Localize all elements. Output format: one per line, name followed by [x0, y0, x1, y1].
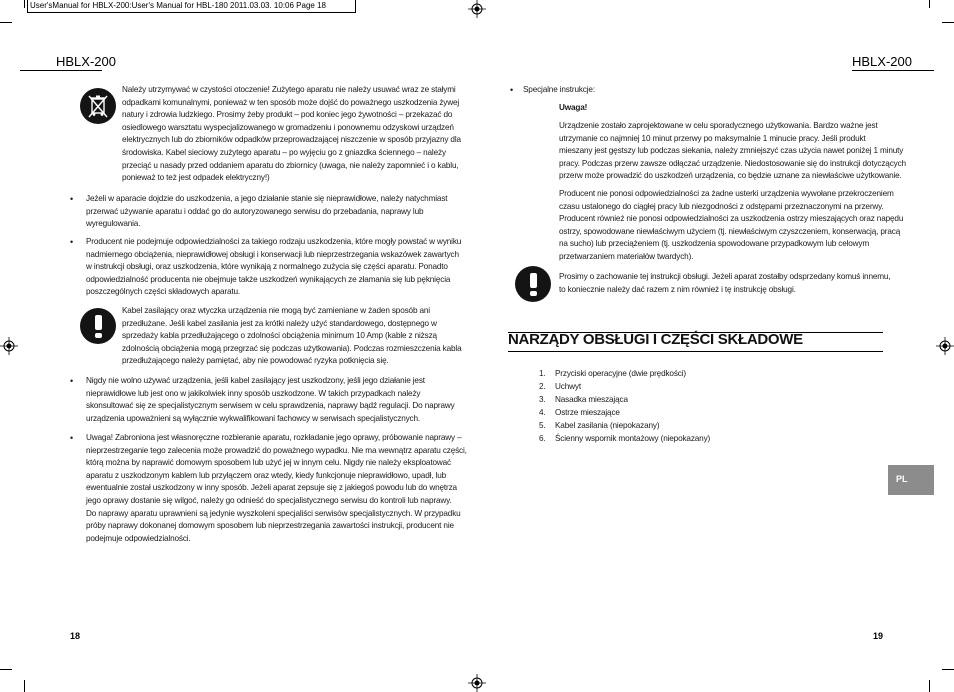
language-tab: [888, 465, 934, 495]
section-rule-bottom: [508, 351, 883, 352]
bullet-icon: •: [70, 433, 74, 443]
list-item: 2. Uchwyt: [539, 382, 581, 391]
header-rule: [852, 70, 934, 71]
crop-mark: [0, 22, 12, 23]
producer-liability-paragraph: Producent nie ponosi odpowiedzialności za żadne usterki urządzenia wywołane przekroczeniem czasu ustalonego do ciągłej pracy lub niezgodności z odstępami przeznaczonymi na przerwy. Producent również nie ponosi odpowiedzialności za uszkodzenia ostrzy mieszających oraz napędu ostrzy, spowodowane niewłaściwym użyciem (tj. niewłaściwym czyszczeniem, konserwacją, pracą na sucho) lub przeciążeniem (tj. uszkodzenia spowodowane przypadkowym lub celowym przetwarzaniem materiałów twardych).: [559, 189, 904, 261]
weee-disposal-icon: [80, 88, 116, 124]
registration-mark-icon: [936, 337, 954, 355]
list-item: 1. Przyciski operacyjne (dwie prędkości): [539, 369, 686, 378]
list-item: 4. Ostrze mieszające: [539, 408, 620, 417]
section-title: NARZĄDY OBSŁUGI I CZĘŚCI SKŁADOWE: [508, 331, 803, 348]
special-instructions-label: Specjalne instrukcje:: [523, 85, 595, 94]
page-number: 19: [873, 631, 884, 641]
list-item: 6. Ścienny wspornik montażowy (niepokazany): [539, 434, 711, 443]
keep-manual-paragraph: Prosimy o zachowanie tej instrukcji obsługi. Jeżeli aparat zostałby odsprzedany komuś innemu, to koniecznie należy dać razem z nim również i tę instrukcję obsługi.: [559, 272, 891, 294]
bullet-icon: •: [510, 85, 514, 95]
crop-mark: [942, 669, 954, 670]
list-item: 5. Kabel zasilania (niepokazany): [539, 421, 660, 430]
crop-mark: [942, 22, 954, 23]
registration-mark-icon: [0, 337, 18, 355]
list-item: 3. Nasadka mieszająca: [539, 395, 628, 404]
bullet-icon: •: [70, 376, 74, 386]
header-rule: [20, 70, 102, 71]
cable-paragraph: Kabel zasilający oraz wtyczka urządzenia nie mogą być zamieniane w żaden sposób ani przedłużane. Jeśli kabel zasilania jest za krótki należy użyć standardowego, dostępnego w sprzedaży kabla przedłużającego o zdolności obciążenia minimum 10 Amp (kable z niższą zdolnością obciążenia mogą przegrzać się podczas użytkowania). Podczas rozmieszczenia kabla przedłużającego należy pamiętać, aby nie powodować ryzyka potknięcia się.: [122, 306, 462, 366]
crop-mark: [24, 680, 25, 692]
crop-mark: [929, 0, 930, 8]
crop-mark: [24, 0, 25, 8]
usage-warning-paragraph: Urządzenie zostało zaprojektowane w celu sporadycznego użytkowania. Bardzo ważne jest utrzymanie co najmniej 10 minut przerwy po maksymalnie 1 minucie pracy. Jeśli produkt mieszany jest gęstszy lub podczas siekania, należy zmniejszyć czas użycia nawet poniżej 1 minuty pracy. Podczas przerw zawsze odłączać urządzenie. Niedostosowanie się do instrukcji dotyczących przerw może prowadzić do uszkodzeń urządzenia, co będzie uznane za niewłaściwe użytkowanie.: [559, 121, 906, 181]
exclamation-warning-icon: [515, 266, 551, 302]
registration-mark-icon: [468, 0, 486, 18]
liability-paragraph: Producent nie podejmuje odpowiedzialności za takiego rodzaju uszkodzenia, które mogły powstać w wyniku nadmiernego obciążenia, nieprawidłowej obsługi i konserwacji lub nieprzestrzegania wskazówek zawartych w instrukcji obsługi, oraz uszkodzenia, które wynikają z normalnego zużycia się części aparatu. Ponadto odpowiedzialność producenta nie obejmuje także uszkodzeń wynikających ze złamania się lub pęknięcia poszczególnych części składowych aparatu.: [86, 237, 462, 297]
crop-mark: [929, 680, 930, 692]
repair-warning-paragraph: Uwaga! Zabroniona jest własnoręczne rozbieranie aparatu, rozkładanie jego oprawy, próbowanie naprawy – nieprzestrzeganie tego zalecenia może prowadzić do poważnego wypadku. Nie ma wewnątrz aparatu części, którą można by naprawić domowym sposobem lub użyć jej w innym celu. Nigdy nie należy eksploatować aparatu z uszkodzonym kablem lub przyłączem oraz wtedy, kiedy funkcjonuje nieprawidłowo, upadł, lub ewentualnie został uszkodzony w inny sposób. Jeżeli aparat zepsuje się z jakiegoś powodu lub do wnętrza jego oprawy dostanie się wilgoć, należy go odnieść do specjalistycznego serwisu do kontroli lub naprawy. Do naprawy aparatu uprawnieni są jedynie wyszkoleni specjaliści serwisów specjalistycznych. W przypadku próby naprawy dokonanej domowym sposobem lub nieprzestrzegania zawartości instrukcji, producent nie podejmuje odpowiedzialności.: [86, 433, 467, 543]
disposal-paragraph: Należy utrzymywać w czystości otoczenie! Zużytego aparatu nie należy usuwać wraz ze stałymi odpadkami komunalnymi, ponieważ w ten sposób może dojść do poważnego uszkodzenia żywej natury i zdrowia ludzkiego. Prosimy żeby produkt – pod koniec jego żywotności – przekazać do osiedlowego warsztatu wyspecjalizowanego w gromadzeniu i ponownemu odzyskowi urządzeń elektrycznych lub do zbiorników odpadków przeprowadzającej niszczenie w sposób przyjazny dla środowiska. Kabel sieciowy zużytego aparatu – po wyjęciu go z gniazdka ściennego – należy przeciąć u nasady przed oddaniem aparatu do zbiornicy (uwaga, nie należy zapomnieć i o kablu, ponieważ to też jest odpadek elektryczny!): [122, 85, 461, 183]
bullet-icon: •: [70, 194, 74, 204]
crop-mark: [0, 669, 12, 670]
model-name: HBLX-200: [56, 54, 116, 69]
warning-title: Uwaga!: [559, 103, 588, 112]
page-number: 18: [70, 631, 81, 641]
model-name: HBLX-200: [852, 54, 912, 69]
exclamation-warning-icon: [80, 308, 116, 344]
print-header: User'sManual for HBLX-200:User's Manual for HBL-180 2011.03.03. 10:06 Page 18: [30, 1, 326, 10]
language-tab-label: PL: [896, 474, 908, 484]
bullet-icon: •: [70, 237, 74, 247]
damaged-cable-paragraph: Nigdy nie wolno używać urządzenia, jeśli kabel zasilający jest uszkodzony, jeśli jego działanie jest nieprawidłowe lub jest ono w jakikolwiek inny sposób uszkodzone. W takich przypadkach należy skonsultować się ze specjalistycznym serwisem w celu sprawdzenia, naprawy bądź regulacji. Do naprawy urządzenia upoważnieni są wyłącznie wykwalifikowani fachowcy w serwisach specjalistycznych.: [86, 376, 455, 423]
damage-paragraph: Jeżeli w aparacie dojdzie do uszkodzenia, a jego działanie stanie się nieprawidłowe, należy natychmiast przerwać używanie aparatu i oddać go do autoryzowanego serwisu do przebadania, naprawy lub wyregulowania.: [86, 194, 448, 229]
registration-mark-icon: [468, 674, 486, 692]
